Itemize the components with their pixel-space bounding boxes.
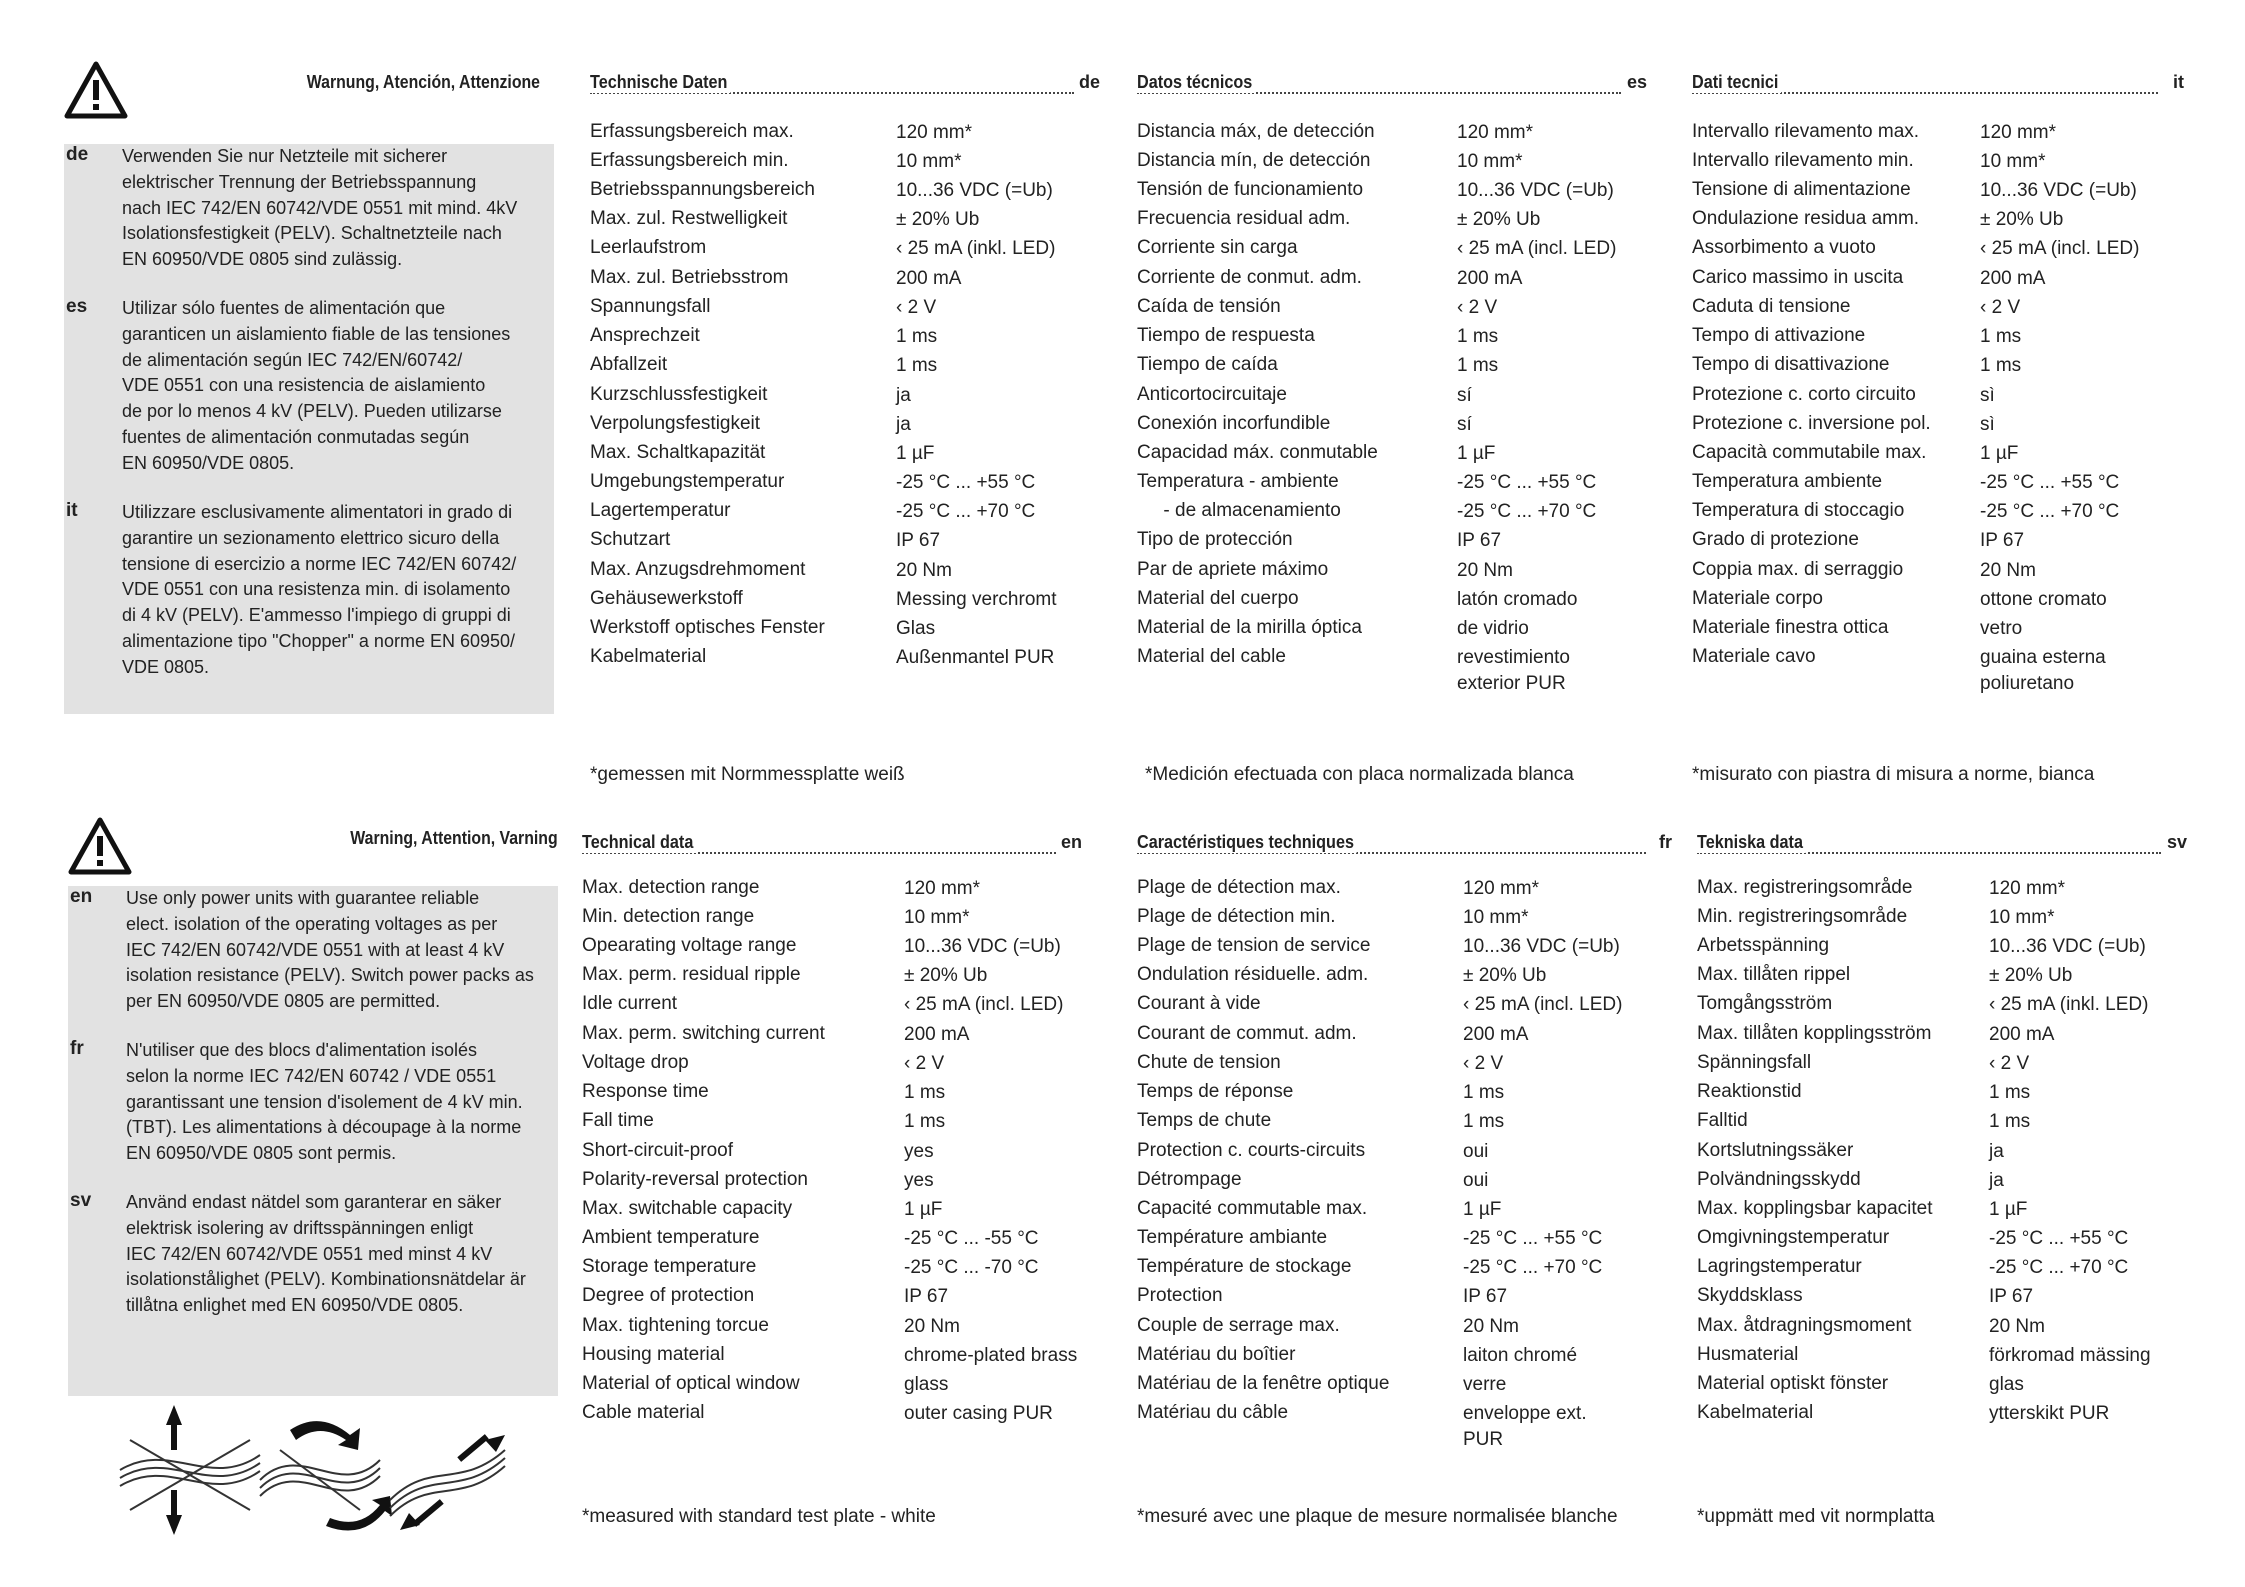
spec-label: Couple de serrage max. <box>1137 1315 1340 1336</box>
spec-value: ottone cromato <box>1980 589 2107 610</box>
spec-label: Caduta di tensione <box>1692 296 1851 317</box>
spec-label: Temperatura di stoccagio <box>1692 500 1905 521</box>
spec-label: Temperatura - ambiente <box>1137 471 1339 492</box>
spec-label: Kabelmaterial <box>590 646 707 667</box>
spec-label: Protezione c. inversione pol. <box>1692 413 1931 434</box>
spec-label: Cable material <box>582 1402 705 1423</box>
spec-label: Werkstoff optisches Fenster <box>590 617 825 638</box>
spec-value: 1 ms <box>1457 355 1499 376</box>
spec-value: ‹ 2 V <box>904 1053 945 1074</box>
column-footnote: *gemessen mit Normmessplatte weiß <box>590 764 905 785</box>
spec-value: IP 67 <box>904 1286 949 1307</box>
tech-data-column-fr <box>1137 832 1672 1472</box>
spec-value: ‹ 2 V <box>896 297 937 318</box>
spec-label: Max. tillåten rippel <box>1697 964 1851 985</box>
spec-label: Ansprechzeit <box>590 325 700 346</box>
spec-label: Temps de réponse <box>1137 1081 1294 1102</box>
spec-label: Coppia max. di serraggio <box>1692 559 1904 580</box>
spec-label: Reaktionstid <box>1697 1081 1802 1102</box>
spec-value: laiton chromé <box>1463 1345 1578 1366</box>
spec-label: Tempo di disattivazione <box>1692 354 1890 375</box>
spec-value: 200 mA <box>1989 1024 2055 1045</box>
spec-label: Leerlaufstrom <box>590 237 707 258</box>
warning-triangle-icon <box>64 60 128 120</box>
spec-label: Ondulazione residua amm. <box>1692 208 1920 229</box>
column-footnote: *measured with standard test plate - white <box>582 1506 936 1527</box>
tech-data-column-sv <box>1697 832 2187 1472</box>
spec-value: ytterskikt PUR <box>1989 1403 2110 1424</box>
spec-label: Max. åtdragningsmoment <box>1697 1315 1912 1336</box>
spec-value: verre <box>1463 1374 1507 1395</box>
spec-label: Betriebsspannungsbereich <box>590 179 815 200</box>
spec-label: Distancia máx, de detección <box>1137 121 1375 142</box>
spec-label: Ambient temperature <box>582 1227 760 1248</box>
spec-value: 120 mm* <box>896 122 973 143</box>
spec-value: -25 °C ... +55 °C <box>1989 1228 2129 1249</box>
spec-label: Plage de détection min. <box>1137 906 1336 927</box>
spec-value: 20 Nm <box>896 560 952 581</box>
spec-label: Frecuencia residual adm. <box>1137 208 1351 229</box>
spec-label: Polvändningsskydd <box>1697 1169 1861 1190</box>
spec-value: ± 20% Ub <box>1989 965 2073 986</box>
spec-value: ja <box>896 414 911 435</box>
spec-label: Tomgångsström <box>1697 993 1833 1014</box>
warning-panel-top <box>64 60 554 720</box>
spec-value: chrome-plated brass <box>904 1345 1078 1366</box>
spec-value: 200 mA <box>1463 1024 1529 1045</box>
spec-value: -25 °C ... +70 °C <box>1989 1257 2129 1278</box>
warning-text: Use only power units with guarantee reliable elect. isolation of the operating voltages as per IEC 742/EN 60742/VDE 0551 with at least 4 kV isolation resistance (PELV). Switch power packs as per EN 60950/VDE 0805 are permitted. <box>126 888 534 1012</box>
spec-value: 120 mm* <box>904 878 981 899</box>
spec-value: 1 ms <box>896 326 938 347</box>
spec-label: Falltid <box>1697 1110 1748 1131</box>
spec-label: Max. tightening torcue <box>582 1315 769 1336</box>
spec-value: guaina esterna poliuretano <box>1980 647 2106 694</box>
spec-label: Température de stockage <box>1137 1256 1352 1277</box>
spec-value: 1 ms <box>904 1111 946 1132</box>
spec-label: Erfassungsbereich min. <box>590 150 789 171</box>
spec-value: de vidrio <box>1457 618 1529 639</box>
spec-value: IP 67 <box>896 530 941 551</box>
spec-label: Response time <box>582 1081 709 1102</box>
spec-value: -25 °C ... +55 °C <box>1457 472 1597 493</box>
spec-value: glass <box>904 1374 949 1395</box>
spec-label: Kortslutningssäker <box>1697 1140 1854 1161</box>
spec-label: Max. zul. Restwelligkeit <box>590 208 788 229</box>
spec-value: 10...36 VDC (=Ub) <box>1463 936 1620 957</box>
spec-label: Spänningsfall <box>1697 1052 1812 1073</box>
spec-value: -25 °C ... +70 °C <box>1980 501 2120 522</box>
spec-value: ± 20% Ub <box>1980 209 2064 230</box>
column-title: Caractéristiques techniques <box>1137 832 1357 853</box>
spec-value: 20 Nm <box>904 1316 960 1337</box>
spec-label: Tiempo de caída <box>1137 354 1278 375</box>
spec-value: -25 °C ... +55 °C <box>896 472 1036 493</box>
column-footnote: *misurato con piastra di misura a norme, bianca <box>1692 764 2095 785</box>
spec-value: 120 mm* <box>1457 122 1534 143</box>
column-lang-code: de <box>1078 72 1100 92</box>
spec-value: 10 mm* <box>1457 151 1523 172</box>
column-heading <box>1137 72 1647 98</box>
spec-label: Min. detection range <box>582 906 755 927</box>
spec-label: Max. kopplingsbar kapacitet <box>1697 1198 1933 1219</box>
warning-title: Warnung, Atención, Attenzione <box>306 72 540 92</box>
spec-value: 10 mm* <box>1463 907 1529 928</box>
spec-value: 10...36 VDC (=Ub) <box>1989 936 2146 957</box>
spec-label: Abfallzeit <box>590 354 668 375</box>
warning-lang-code: en <box>70 886 93 907</box>
spec-label: Intervallo rilevamento max. <box>1692 121 1920 142</box>
spec-value: 1 ms <box>904 1082 946 1103</box>
spec-label: Lagertemperatur <box>590 500 731 521</box>
spec-value: ‹ 25 mA (incl. LED) <box>1463 994 1623 1015</box>
warning-lang-code: es <box>66 296 88 317</box>
spec-value: 200 mA <box>904 1024 970 1045</box>
warning-lang-code: sv <box>70 1190 92 1211</box>
spec-value: 1 µF <box>896 443 935 464</box>
spec-label: Capacité commutable max. <box>1137 1198 1368 1219</box>
column-lang-code: sv <box>2166 832 2187 852</box>
spec-value: 1 ms <box>1980 326 2022 347</box>
spec-value: outer casing PUR <box>904 1403 1053 1424</box>
spec-value: 1 ms <box>1980 355 2022 376</box>
spec-value: 10...36 VDC (=Ub) <box>1980 180 2137 201</box>
spec-value: 1 ms <box>1989 1111 2031 1132</box>
spec-value: revestimiento exterior PUR <box>1457 647 1570 694</box>
spec-label: Lagringstemperatur <box>1697 1256 1862 1277</box>
spec-value: -25 °C ... +55 °C <box>1980 472 2120 493</box>
spec-label: Max. perm. residual ripple <box>582 964 801 985</box>
spec-label: Max. switchable capacity <box>582 1198 793 1219</box>
spec-label: - de almacenamiento <box>1137 500 1341 521</box>
spec-value: 10 mm* <box>1980 151 2046 172</box>
spec-label: Capacidad máx. conmutable <box>1137 442 1378 463</box>
spec-value: glas <box>1989 1374 2024 1395</box>
column-heading <box>1137 832 1672 858</box>
warning-panel-bottom <box>68 816 558 1406</box>
spec-label: Tiempo de respuesta <box>1137 325 1315 346</box>
spec-value: ± 20% Ub <box>896 209 980 230</box>
spec-label: Matériau de la fenêtre optique <box>1137 1373 1390 1394</box>
spec-value: -25 °C ... +70 °C <box>1463 1257 1603 1278</box>
column-title: Technische Daten <box>590 72 730 93</box>
warning-text: Utilizzare esclusivamente alimentatori in grado di garantire un sezionamento elettrico sicuro della tensione di esercizio a norme IEC 742/EN 60742/ VDE 0551 con una resistenza min. di isolamento di 4 kV (PELV). E'ammesso l'impiego di gruppi di alimentazione tipo "Chopper" a norme EN 60950/ VDE 0805. <box>122 502 517 677</box>
spec-label: Spannungsfall <box>590 296 711 317</box>
column-heading <box>582 832 1082 858</box>
spec-label: Max. Anzugsdrehmoment <box>590 559 806 580</box>
spec-label: Temps de chute <box>1137 1110 1272 1131</box>
spec-value: ‹ 25 mA (incl. LED) <box>1457 238 1617 259</box>
spec-value: 1 µF <box>1980 443 2019 464</box>
spec-label: Tempo di attivazione <box>1692 325 1866 346</box>
column-lang-code: en <box>1060 832 1082 852</box>
spec-label: Carico massimo in uscita <box>1692 267 1904 288</box>
warning-title: Warning, Attention, Varning <box>350 828 558 848</box>
spec-value: 1 ms <box>1463 1082 1505 1103</box>
spec-value: 120 mm* <box>1980 122 2057 143</box>
spec-value: sí <box>1457 385 1472 406</box>
spec-value: 10 mm* <box>904 907 970 928</box>
spec-label: Tensión de funcionamiento <box>1137 179 1364 200</box>
spec-label: Omgivningstemperatur <box>1697 1227 1890 1248</box>
spec-value: 1 µF <box>904 1199 943 1220</box>
spec-value: Außenmantel PUR <box>896 647 1055 668</box>
spec-value: ‹ 2 V <box>1463 1053 1504 1074</box>
spec-value: oui <box>1463 1170 1489 1191</box>
spec-label: Storage temperature <box>582 1256 757 1277</box>
spec-label: Temperatura ambiente <box>1692 471 1883 492</box>
warning-lang-code: fr <box>70 1038 84 1059</box>
column-heading <box>1697 832 2187 858</box>
column-heading <box>1692 72 2184 98</box>
spec-label: Material del cuerpo <box>1137 588 1299 609</box>
spec-label: Max. detection range <box>582 877 760 898</box>
spec-label: Opearating voltage range <box>582 935 797 956</box>
spec-label: Short-circuit-proof <box>582 1140 733 1161</box>
spec-value: ja <box>1989 1170 2004 1191</box>
spec-label: Material optiskt fönster <box>1697 1373 1889 1394</box>
spec-value: ‹ 2 V <box>1980 297 2021 318</box>
tech-data-column-en <box>582 832 1082 1472</box>
spec-value: 1 µF <box>1463 1199 1502 1220</box>
spec-label: Ondulation résiduelle. adm. <box>1137 964 1369 985</box>
column-lang-code: es <box>1626 72 1647 92</box>
spec-label: Max. tillåten kopplingsström <box>1697 1023 1932 1044</box>
spec-value: -25 °C ... +70 °C <box>896 501 1036 522</box>
spec-label: Plage de tension de service <box>1137 935 1371 956</box>
column-title: Technical data <box>582 832 696 853</box>
spec-value: 1 ms <box>1989 1082 2031 1103</box>
spec-value: 10...36 VDC (=Ub) <box>896 180 1053 201</box>
spec-label: Conexión incorfundible <box>1137 413 1331 434</box>
spec-value: 200 mA <box>1457 268 1523 289</box>
spec-label: Husmaterial <box>1697 1344 1799 1365</box>
spec-value: ja <box>1989 1141 2004 1162</box>
spec-value: 20 Nm <box>1989 1316 2045 1337</box>
column-lang-code: it <box>2173 72 2184 92</box>
spec-value: 1 µF <box>1989 1199 2028 1220</box>
warning-text: N'utiliser que des blocs d'alimentation isolés selon la norme IEC 742/EN 60742 / VDE 0551 garantissant une tension d'isolement de 4 kV min. (TBT). Les alimentations à découpage à la norme EN 60950/VDE 0805 sont permis. <box>126 1040 523 1164</box>
column-title: Dati tecnici <box>1692 72 1781 93</box>
spec-label: Matériau du boîtier <box>1137 1344 1296 1365</box>
spec-label: Chute de tension <box>1137 1052 1281 1073</box>
spec-label: Material del cable <box>1137 646 1286 667</box>
tech-data-column-it <box>1692 72 2184 712</box>
spec-label: Erfassungsbereich max. <box>590 121 794 142</box>
spec-label: Caída de tensión <box>1137 296 1281 317</box>
column-heading <box>590 72 1100 98</box>
spec-label: Détrompage <box>1137 1169 1242 1190</box>
spec-label: Housing material <box>582 1344 725 1365</box>
spec-label: Max. Schaltkapazität <box>590 442 766 463</box>
column-title: Tekniska data <box>1697 832 1806 853</box>
spec-value: yes <box>904 1141 934 1162</box>
spec-label: Kurzschlussfestigkeit <box>590 384 768 405</box>
spec-value: ± 20% Ub <box>1463 965 1547 986</box>
spec-value: 1 ms <box>1457 326 1499 347</box>
spec-label: Min. registreringsområde <box>1697 906 1908 927</box>
spec-value: 20 Nm <box>1463 1316 1519 1337</box>
warning-header <box>64 60 554 132</box>
spec-value: 200 mA <box>1980 268 2046 289</box>
spec-value: oui <box>1463 1141 1489 1162</box>
spec-value: enveloppe ext. PUR <box>1463 1403 1587 1450</box>
spec-label: Assorbimento a vuoto <box>1692 237 1876 258</box>
warning-lang-code: it <box>66 500 78 521</box>
spec-label: Protezione c. corto circuito <box>1692 384 1916 405</box>
warning-triangle-icon <box>68 816 132 876</box>
spec-value: IP 67 <box>1989 1286 2034 1307</box>
spec-value: 200 mA <box>896 268 962 289</box>
spec-value: 10...36 VDC (=Ub) <box>904 936 1061 957</box>
warning-text: Verwenden Sie nur Netzteile mit sicherer elektrischer Trennung der Betriebsspannung nach IEC 742/EN 60742/VDE 0551 mit mind. 4kV Isolationsfestigkeit (PELV). Schaltnetzteile nach EN 60950/VDE 0805 sind zulässig. <box>122 146 518 270</box>
spec-value: vetro <box>1980 618 2023 639</box>
spec-label: Verpolungsfestigkeit <box>590 413 761 434</box>
tech-data-column-es <box>1137 72 1647 712</box>
spec-label: Max. perm. switching current <box>582 1023 825 1044</box>
column-footnote: *uppmätt med vit normplatta <box>1697 1506 1935 1527</box>
spec-value: -25 °C ... -55 °C <box>904 1228 1039 1249</box>
spec-label: Courant de commut. adm. <box>1137 1023 1357 1044</box>
spec-label: Protection c. courts-circuits <box>1137 1140 1366 1161</box>
spec-label: Degree of protection <box>582 1285 755 1306</box>
spec-value: sì <box>1980 414 1995 435</box>
spec-value: 10 mm* <box>896 151 962 172</box>
spec-value: ‹ 2 V <box>1457 297 1498 318</box>
spec-label: Schutzart <box>590 529 671 550</box>
spec-label: Corriente sin carga <box>1137 237 1298 258</box>
spec-label: Plage de détection max. <box>1137 877 1341 898</box>
spec-value: 20 Nm <box>1457 560 1513 581</box>
spec-value: ‹ 25 mA (incl. LED) <box>1980 238 2140 259</box>
spec-label: Arbetsspänning <box>1697 935 1830 956</box>
spec-value: ‹ 2 V <box>1989 1053 2030 1074</box>
column-lang-code: fr <box>1659 832 1672 852</box>
spec-value: -25 °C ... +55 °C <box>1463 1228 1603 1249</box>
spec-label: Par de apriete máximo <box>1137 559 1329 580</box>
spec-label: Intervallo rilevamento min. <box>1692 150 1914 171</box>
spec-label: Anticortocircuitaje <box>1137 384 1287 405</box>
spec-value: ‹ 25 mA (inkl. LED) <box>1989 994 2149 1015</box>
spec-value: 1 ms <box>1463 1111 1505 1132</box>
spec-value: -25 °C ... +70 °C <box>1457 501 1597 522</box>
warning-lang-code: de <box>66 144 89 165</box>
spec-label: Skyddsklass <box>1697 1285 1803 1306</box>
spec-label: Material of optical window <box>582 1373 800 1394</box>
spec-label: Fall time <box>582 1110 654 1131</box>
warning-header <box>68 816 558 888</box>
spec-value: 1 µF <box>1457 443 1496 464</box>
spec-label: Idle current <box>582 993 678 1014</box>
spec-value: Glas <box>896 618 936 639</box>
spec-label: Distancia mín, de detección <box>1137 150 1371 171</box>
column-footnote: *Medición efectuada con placa normalizada blanca <box>1145 764 1574 785</box>
spec-value: sí <box>1457 414 1472 435</box>
spec-value: IP 67 <box>1980 530 2025 551</box>
spec-label: Tensione di alimentazione <box>1692 179 1911 200</box>
spec-label: Materiale finestra ottica <box>1692 617 1889 638</box>
spec-value: 120 mm* <box>1463 878 1540 899</box>
spec-value: 1 ms <box>896 355 938 376</box>
column-title: Datos técnicos <box>1137 72 1255 93</box>
spec-value: yes <box>904 1170 934 1191</box>
spec-label: Courant à vide <box>1137 993 1261 1014</box>
cable-bending-illustration <box>110 1400 510 1540</box>
spec-value: 120 mm* <box>1989 878 2066 899</box>
warning-text: Utilizar sólo fuentes de alimentación que garanticen un aislamiento fiable de las tensiones de alimentación según IEC 742/EN/60742/ VDE 0551 con una resistencia de aislamiento de por lo menos 4 kV (PELV). Pueden utilizarse fuentes de alimentación conmutadas según EN 60950/VDE 0805. <box>122 298 511 473</box>
spec-value: ± 20% Ub <box>1457 209 1541 230</box>
spec-value: 20 Nm <box>1980 560 2036 581</box>
spec-value: förkromad mässing <box>1989 1345 2151 1366</box>
spec-label: Température ambiante <box>1137 1227 1328 1248</box>
spec-value: ja <box>896 385 911 406</box>
spec-value: -25 °C ... -70 °C <box>904 1257 1039 1278</box>
spec-label: Capacità commutabile max. <box>1692 442 1927 463</box>
warning-text: Använd endast nätdel som garanterar en säker elektrisk isolering av driftsspänningen enligt IEC 742/EN 60742/VDE 0551 med minst 4 kV isolationstålighet (PELV). Kombinationsnätdelar är tillåtna enlighet med EN 60950/VDE 0805. <box>126 1192 526 1316</box>
spec-label: Gehäusewerkstoff <box>590 588 743 609</box>
column-footnote: *mesuré avec une plaque de mesure normalisée blanche <box>1137 1506 1618 1527</box>
spec-label: Grado di protezione <box>1692 529 1859 550</box>
spec-value: ± 20% Ub <box>904 965 988 986</box>
spec-label: Kabelmaterial <box>1697 1402 1814 1423</box>
spec-value: 10...36 VDC (=Ub) <box>1457 180 1614 201</box>
spec-label: Polarity-reversal protection <box>582 1169 808 1190</box>
spec-label: Materiale cavo <box>1692 646 1816 667</box>
spec-value: IP 67 <box>1463 1286 1508 1307</box>
spec-value: ‹ 25 mA (inkl. LED) <box>896 238 1056 259</box>
spec-label: Matériau du câble <box>1137 1402 1289 1423</box>
spec-label: Protection <box>1137 1285 1223 1306</box>
spec-label: Corriente de conmut. adm. <box>1137 267 1362 288</box>
spec-label: Material de la mirilla óptica <box>1137 617 1362 638</box>
spec-value: latón cromado <box>1457 589 1578 610</box>
spec-value: Messing verchromt <box>896 589 1057 610</box>
spec-label: Tipo de protección <box>1137 529 1293 550</box>
spec-label: Voltage drop <box>582 1052 689 1073</box>
spec-value: IP 67 <box>1457 530 1502 551</box>
spec-label: Max. registreringsområde <box>1697 877 1913 898</box>
spec-value: sì <box>1980 385 1995 406</box>
spec-label: Max. zul. Betriebsstrom <box>590 267 789 288</box>
spec-label: Materiale corpo <box>1692 588 1823 609</box>
tech-data-column-de <box>590 72 1100 712</box>
spec-value: ‹ 25 mA (incl. LED) <box>904 994 1064 1015</box>
spec-label: Umgebungstemperatur <box>590 471 785 492</box>
spec-value: 10 mm* <box>1989 907 2055 928</box>
